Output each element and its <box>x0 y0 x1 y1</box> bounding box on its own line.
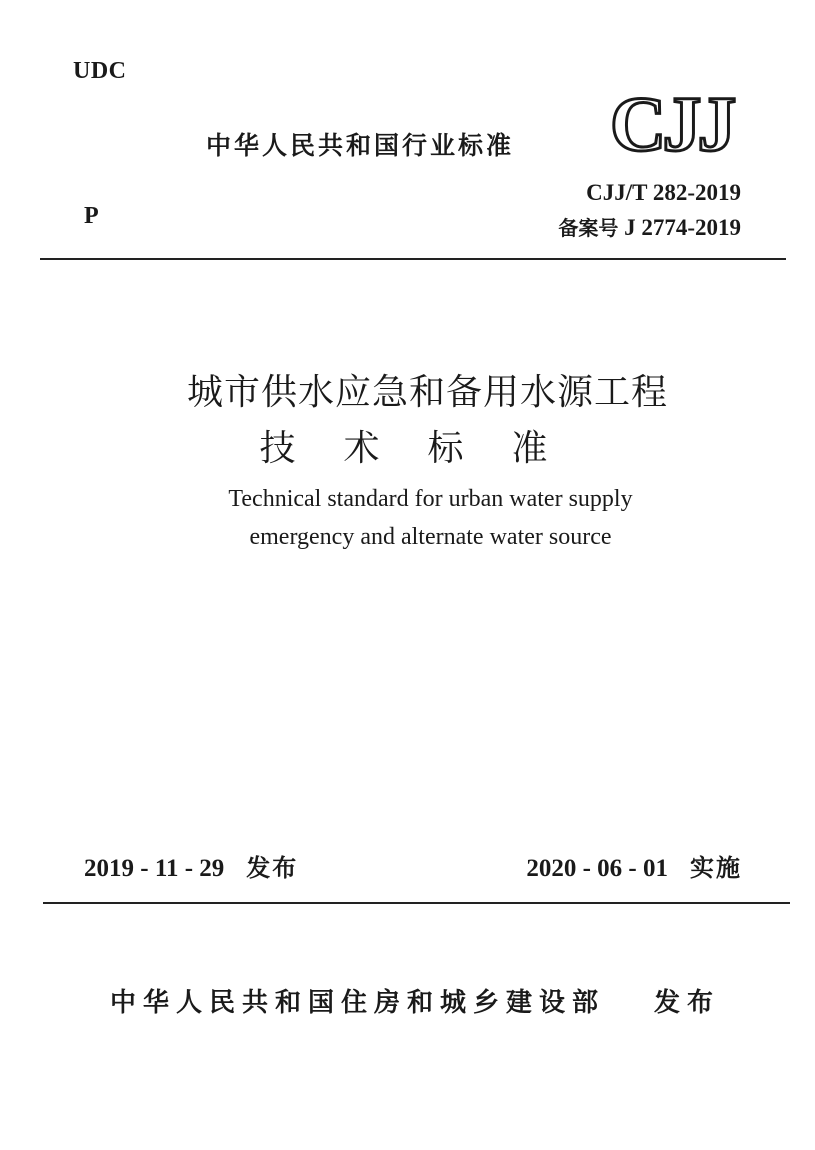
cjj-logo-text: CJJ <box>610 88 733 158</box>
implementation-date-line <box>526 848 742 883</box>
record-label: 备案号 <box>558 216 619 240</box>
category-code: P <box>84 203 99 229</box>
record-number: J 2774-2019 <box>624 215 741 240</box>
cjj-logo <box>608 88 742 158</box>
footer-divider <box>43 902 790 904</box>
issue-date: 2019 - 11 - 29 <box>84 855 225 882</box>
title-english-line-2: emergency and alternate water source <box>249 524 612 550</box>
industry-standard-heading: 中华人民共和国行业标准 <box>206 131 515 160</box>
title-chinese-line-2: 技术标准 <box>259 428 596 468</box>
implementation-date: 2020 - 06 - 01 <box>526 855 668 882</box>
standard-code: CJJ/T 282-2019 <box>586 180 741 205</box>
issue-label: 发布 <box>246 854 299 882</box>
title-chinese-line-1: 城市供水应急和备用水源工程 <box>186 372 668 412</box>
header-divider <box>40 258 786 260</box>
title-english-line-1: Technical standard for urban water supply <box>228 486 633 512</box>
issue-date-line <box>84 848 298 883</box>
publisher-name: 中华人民共和国住房和城乡建设部 <box>110 988 606 1018</box>
publish-label: 发布 <box>654 988 721 1018</box>
udc-label: UDC <box>73 58 127 84</box>
record-number-line <box>558 212 741 241</box>
implementation-label: 实施 <box>690 854 742 882</box>
